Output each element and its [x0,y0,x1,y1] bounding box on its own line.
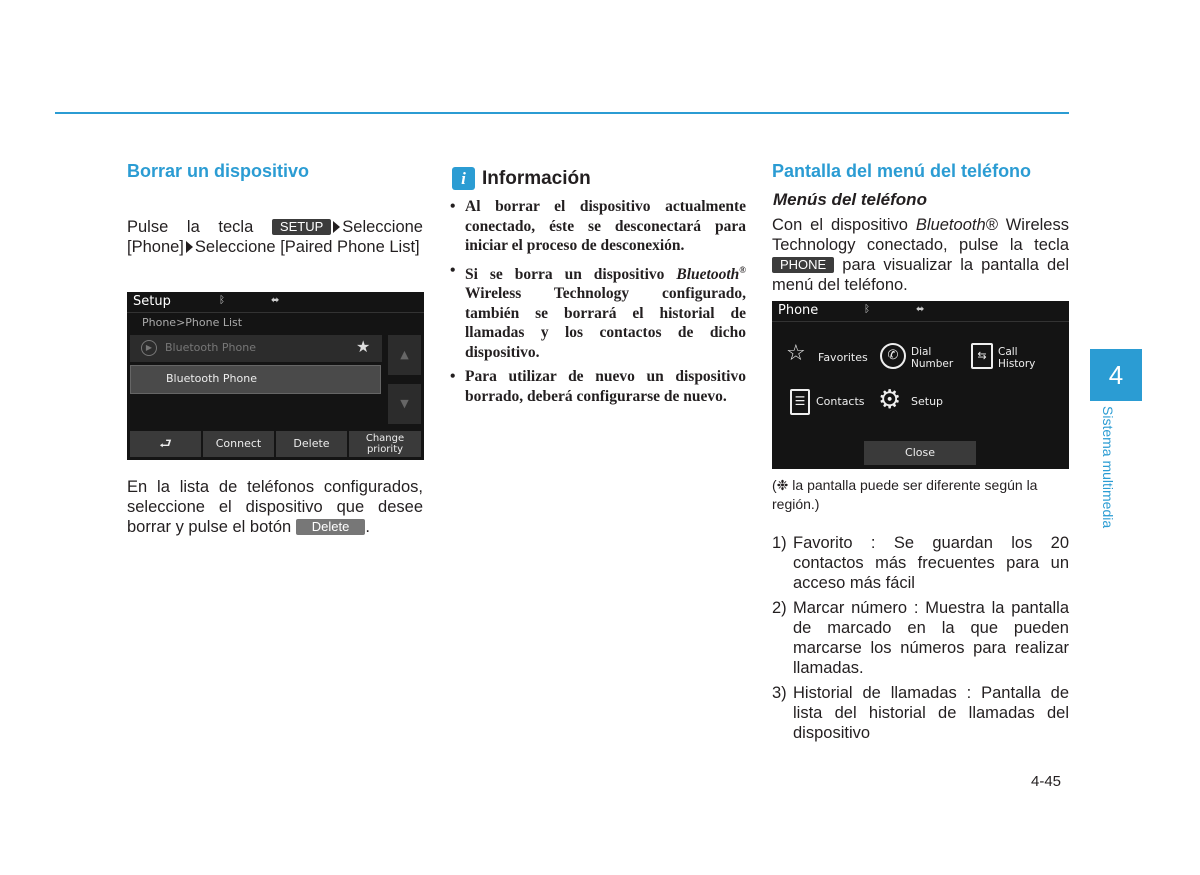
numbered-list [772,533,1069,748]
favorites-label[interactable]: Favorites [818,351,868,364]
call-history-label[interactable] [998,346,1035,370]
star-icon[interactable]: ★ [356,337,371,356]
info-icon: i [452,167,475,190]
list-item[interactable] [130,365,381,394]
list-item [772,598,1069,678]
text-fragment: En la lista de teléfonos configurados, seleccione el dispositivo que desee borrar y pulse el botón [127,478,423,536]
chapter-tab: 4 [1090,349,1142,401]
phone-screen [772,301,1069,469]
paragraph-steps [127,217,423,257]
setup-key: SETUP [272,219,331,235]
play-icon: ▶ [141,340,157,356]
text-fragment: Dial [911,346,932,358]
info-list [450,197,746,411]
gear-icon[interactable]: ⚙ [878,385,902,415]
star-icon[interactable]: ☆ [786,341,806,366]
arrow-icon [333,221,340,233]
text-fragment: Seleccione [Paired Phone List] [194,238,420,256]
text-fragment: Si se borra un dispositivo [465,265,665,283]
connect-button[interactable]: Connect [203,431,274,457]
item-text: Historial de llamadas : Pantalla de lista del historial de llamadas del dispositivo [793,684,1069,742]
scroll-up-button[interactable]: ▲ [388,335,421,375]
screen-title: Setup [133,294,171,309]
change-priority-button[interactable]: Change priority [349,431,421,457]
info-item [450,261,746,363]
arrow-icon [186,241,193,253]
info-item: • Para utilizar de nuevo un dispositivo borrado, deberá configurarse de nuevo. [450,367,746,406]
screen-title: Phone [778,303,819,318]
region-note: (❉ la pantalla puede ser diferente según la región.) [772,477,1038,512]
usb-icon: ⬌ [271,295,280,306]
text-fragment: . [365,518,370,536]
contacts-label[interactable]: Contacts [816,395,865,408]
list-item-label: Bluetooth Phone [165,341,256,354]
text-fragment: Bluetooth [676,265,740,283]
item-number: 2) [772,599,787,617]
delete-key: Delete [296,519,366,535]
list-item [772,533,1069,593]
item-text: Favorito : Se guardan los 20 contactos más frecuentes para un acceso más fácil [793,534,1069,592]
phone-icon[interactable]: ✆ [880,343,906,369]
info-item: • Al borrar el dispositivo actualmente conectado, éste se desconectará para iniciar el proceso de desconexión. [450,197,746,256]
item-number: 3) [772,684,787,702]
item-number: 1) [772,534,787,552]
heading-borrar: Borrar un dispositivo [127,161,310,181]
contacts-icon[interactable]: ☰ [790,389,810,415]
setup-label[interactable]: Setup [911,395,944,408]
delete-button[interactable]: Delete [276,431,347,457]
call-history-icon[interactable]: ⇆ [971,343,993,369]
setup-screen [127,292,424,460]
paragraph-delete [127,477,423,537]
text-fragment: Wireless Technology conectado, pulse la tecla [772,216,1069,254]
text-fragment: Wireless Technology configurado, también se borrará el historial de llamadas y los contactos de dicho dispositivo. [465,285,746,361]
heading-pantalla: Pantalla del menú del teléfono [772,161,1032,181]
usb-icon: ⬌ [916,304,925,315]
page-number: 4-45 [1031,773,1062,790]
text-fragment: Call [998,346,1018,358]
text-fragment: Bluetooth® [915,216,998,234]
bluetooth-icon: ᛒ [219,295,225,306]
paragraph-phone [772,215,1069,295]
bluetooth-icon: ᛒ [864,304,870,315]
text-fragment: History [998,358,1036,370]
back-button[interactable]: ⮐ [130,431,201,457]
item-text: Marcar número : Muestra la pantalla de marcado en la que pueden marcarse los números para realizar llamadas. [793,599,1069,677]
text-fragment: para visualizar la pantalla del menú del teléfono. [772,256,1069,294]
subheading-menus: Menús del teléfono [773,190,927,209]
phone-key: PHONE [772,257,834,273]
dial-number-label[interactable] [911,346,953,370]
text-fragment: Seleccione [Phone] [127,218,423,256]
info-title: Información [482,168,591,189]
text-fragment: Pulse la tecla [127,218,254,236]
list-item-label: Bluetooth Phone [166,372,257,385]
chapter-title: Sistema multimedia [1100,406,1116,529]
list-item [772,683,1069,743]
top-rule [55,112,1069,114]
scroll-down-button[interactable]: ▼ [388,384,421,424]
list-item[interactable] [130,335,382,362]
close-button[interactable]: Close [864,441,976,465]
breadcrumb: Phone>Phone List [142,316,243,329]
text-fragment: Number [911,358,954,370]
registered-mark: ® [739,264,746,275]
text-fragment: Con el dispositivo [772,216,908,234]
